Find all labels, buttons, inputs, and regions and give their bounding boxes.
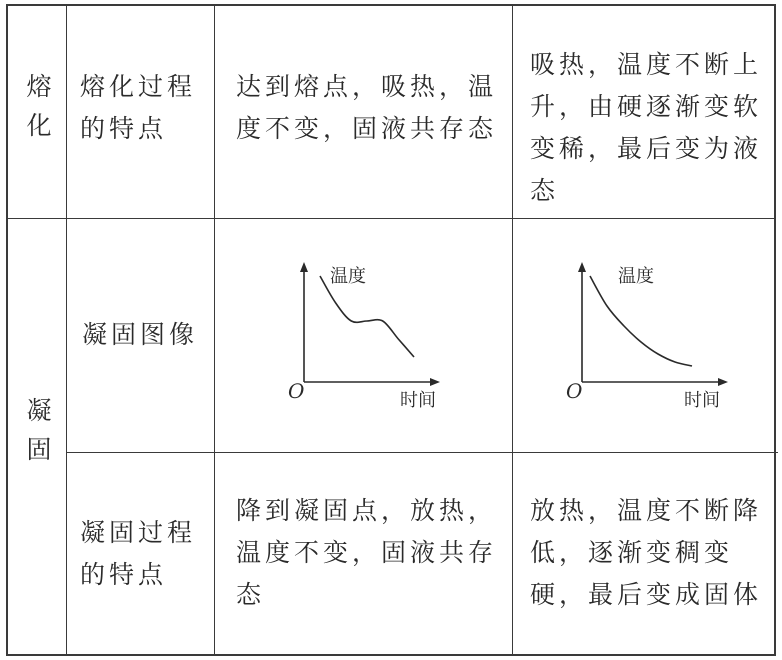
- x-axis-label: 时间: [400, 390, 436, 411]
- x-axis-label: 时间: [684, 390, 720, 411]
- melting-amorphous-text: 吸热，温度不断上升，由硬逐渐变软变稀，最后变为液态: [530, 50, 763, 205]
- crystal-solidification-graph: [264, 254, 464, 414]
- y-axis-arrow-icon: [578, 262, 586, 272]
- solidification-amorphous-text: 放热，温度不断降低，逐渐变稠变硬，最后变成固体: [530, 496, 763, 609]
- row-divider-2: [66, 452, 778, 453]
- solidification-graph-label: 凝固图像: [81, 320, 198, 349]
- x-axis-arrow-icon: [430, 378, 440, 386]
- amorphous-solidification-graph: [556, 254, 756, 414]
- melting-crystal-text: 达到熔点，吸热，温度不变，固液共存态: [236, 72, 498, 143]
- origin-label: O: [566, 379, 583, 403]
- col-divider-2: [214, 6, 215, 654]
- solidification-row-label: 凝固: [23, 397, 52, 475]
- comparison-table: [6, 4, 776, 656]
- y-axis-label: 温度: [618, 266, 654, 287]
- y-axis-label: 温度: [330, 266, 366, 287]
- origin-label: O: [288, 379, 305, 403]
- amorphous-cooling-curve: [590, 276, 692, 366]
- x-axis-arrow-icon: [718, 378, 728, 386]
- solidification-crystal-text: 降到凝固点，放热，温度不变，固液共存态: [236, 496, 498, 609]
- y-axis-arrow-icon: [300, 262, 308, 272]
- melting-process-label: 熔化过程的特点: [80, 72, 197, 143]
- solidification-process-label: 凝固过程的特点: [80, 518, 197, 589]
- col-divider-3: [512, 6, 513, 654]
- melting-row-label: 熔化: [23, 73, 52, 151]
- crystal-cooling-curve: [320, 276, 414, 357]
